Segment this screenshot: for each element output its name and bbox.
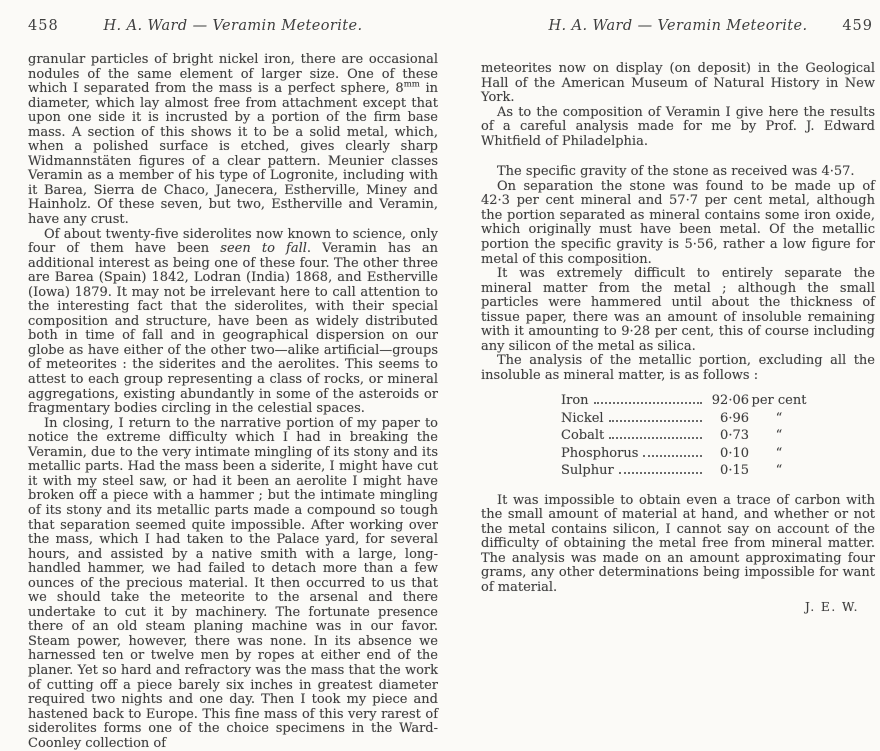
text-run: As to the composition of Veramin I give here the results of a careful analysis made for me by Prof. J. Edward Whitfield of Philadelphia. [481, 104, 875, 149]
paragraph [28, 53, 438, 228]
element-unit: “ [775, 463, 783, 479]
section-top [481, 62, 875, 149]
text-run: in diameter, which lay almost free from attachment except that upon one side it is incrusted by a portion of the firm base mass. A section of this shows it to be a solid metal, which, when a polished surface is etched, gives clearly sharp Widmannstäten figures of a clear pattern. Meunier classes Veramin as a member of his type of Logronite, including with it Barea, Sierra de Chaco, Janecera, Estherville, Miney and Hainholz. Of these seven, but two, Estherville and Veramin, have any crust. [28, 81, 438, 228]
dotted-leader [609, 419, 702, 422]
element-name: Iron [561, 393, 589, 409]
paragraph [481, 180, 875, 267]
element-value: 6·96 [720, 410, 749, 426]
text-run: Of about twenty-five siderolites now known to science, only four of them have been [28, 226, 438, 257]
dotted-leader [594, 401, 702, 404]
analysis-row [561, 392, 809, 409]
text-run: . Veramin has an additional interest as being one of these four. The other three are Barea (Spain) 1842, Lodran (India) 1868, and Estherville (Iowa) 1879. It may not be irrelevant here to call attention to the interesting fact that the siderolites, with their special composition and structure, have been as widely distributed both in time of fall and in geographical dispersion on our globe as have either of the other two—alike artificial—groups of meteorites : the siderites and the aerolites. This seems to attest to each group representing a class of rocks, or mineral aggregations, existing abundantly in some of the asteroids or fragmentary bodies circling in the celestial spaces. [28, 241, 438, 417]
running-title: H. A. Ward — Veramin Meteorite. [548, 18, 808, 34]
text-run: The analysis of the metallic portion, excluding all the insoluble as mineral matter, is as follows : [481, 353, 875, 383]
element-value: 92·06 [711, 393, 749, 409]
text-run: On separation the stone was found to be made up of 42·3 per cent mineral and 57·7 per cent metal, although the portion separated as mineral contains some iron oxide, which originally must have been metal. Of the metallic portion the specific gravity is 5·56, rather a low figure for metal of this composition. [481, 178, 875, 267]
element-unit: “ [775, 410, 783, 426]
paragraph [28, 417, 438, 751]
page-body-text [28, 53, 438, 751]
analysis-row [561, 445, 809, 462]
paragraph [481, 62, 875, 106]
section-bottom [481, 494, 875, 596]
paragraph [481, 354, 875, 383]
page-458 [28, 18, 438, 751]
text-run: In closing, I return to the narrative portion of my paper to notice the extreme difficulty which I had in breaking the Veramin, due to the very intimate mingling of its stony and its metallic parts. Had the mass been a siderite, I might have cut it with my steel saw, or had it been an aerolite I might have broken off a piece with a hammer ; but the intimate mingling of its stony and its metallic parts made a compound so tough that separation seemed quite impossible. After working over the mass, which I had taken to the Palace yard, for several hours, and assisted by a native smith with a large, long-handled hammer, we had failed to detach more than a few ounces of the precious material. It then occurred to us that we should take the meteorite to the arsenal and there undertake to cut it by machinery. The fortunate presence there of an old steam planing machine was in our favor. Steam power, however, there was none. In its absence we harnessed ten or twelve men by ropes at either end of the planer. Yet so hard and refractory was the mass that the work of cutting off a piece barely six inches in greatest diameter required two nights and one day. Then I took my piece and hastened back to Europe. This fine mass of this very rarest of siderolites forms one of the choice specimens in the Ward-Coonley collection of [28, 415, 438, 751]
page-number: 459 [842, 18, 873, 34]
analysis-table [561, 392, 809, 479]
analysis-row [561, 462, 809, 479]
text-run: meteorites now on display (on deposit) in the Geological Hall of the American Museum of Natural History in New York. [481, 61, 875, 106]
text-run: It was impossible to obtain even a trace of carbon with the small amount of material at hand, and whether or not the metal contains silicon, I cannot say on account of the difficulty of obtaining the metal free from mineral matter. The analysis was made on an amount approximating four grams, any other determinations being impossible for want of material. [481, 492, 875, 595]
element-name: Cobalt [561, 428, 605, 444]
author-initials: J. E. W. [805, 600, 859, 615]
page-459 [481, 18, 875, 615]
text-run: granular particles of bright nickel iron, there are occasional nodules of the same element of larger size. One of these which I separated from the mass is a perfect sphere, 8 [28, 52, 438, 97]
element-unit: “ [775, 445, 783, 461]
element-name: Phosphorus [561, 445, 639, 461]
analysis-row [561, 410, 809, 427]
element-value: 0·15 [720, 463, 749, 479]
element-unit: per cent [751, 393, 807, 409]
dotted-leader [619, 471, 702, 474]
paragraph [481, 267, 875, 354]
element-value: 0·10 [720, 445, 749, 461]
italic-text: seen to fall [220, 241, 307, 257]
text-run: It was extremely difficult to entirely separate the mineral matter from the metal ; although the small particles were hammered until about the thickness of tissue paper, there was an amount of insoluble remaining with it amounting to 9·28 per cent, this of course including any silicon of the metal as silica. [481, 266, 875, 354]
element-name: Nickel [561, 410, 604, 426]
paragraph [481, 165, 875, 180]
running-title: H. A. Ward — Veramin Meteorite. [103, 18, 363, 34]
paragraph [28, 228, 438, 417]
running-head-right [481, 18, 875, 38]
paragraph [481, 494, 875, 596]
section-mid [481, 165, 875, 383]
paragraph [481, 106, 875, 150]
element-value: 0·73 [720, 428, 749, 444]
page-body-text [481, 62, 875, 615]
element-name: Sulphur [561, 463, 614, 479]
superscript-text: mm [403, 79, 420, 90]
dotted-leader [643, 454, 702, 457]
text-run: The specific gravity of the stone as received was 4·57. [497, 164, 855, 180]
page-number: 458 [28, 18, 59, 34]
element-unit: “ [775, 428, 783, 444]
running-head-left [28, 18, 438, 38]
analysis-row [561, 427, 809, 444]
dotted-leader [609, 436, 702, 439]
